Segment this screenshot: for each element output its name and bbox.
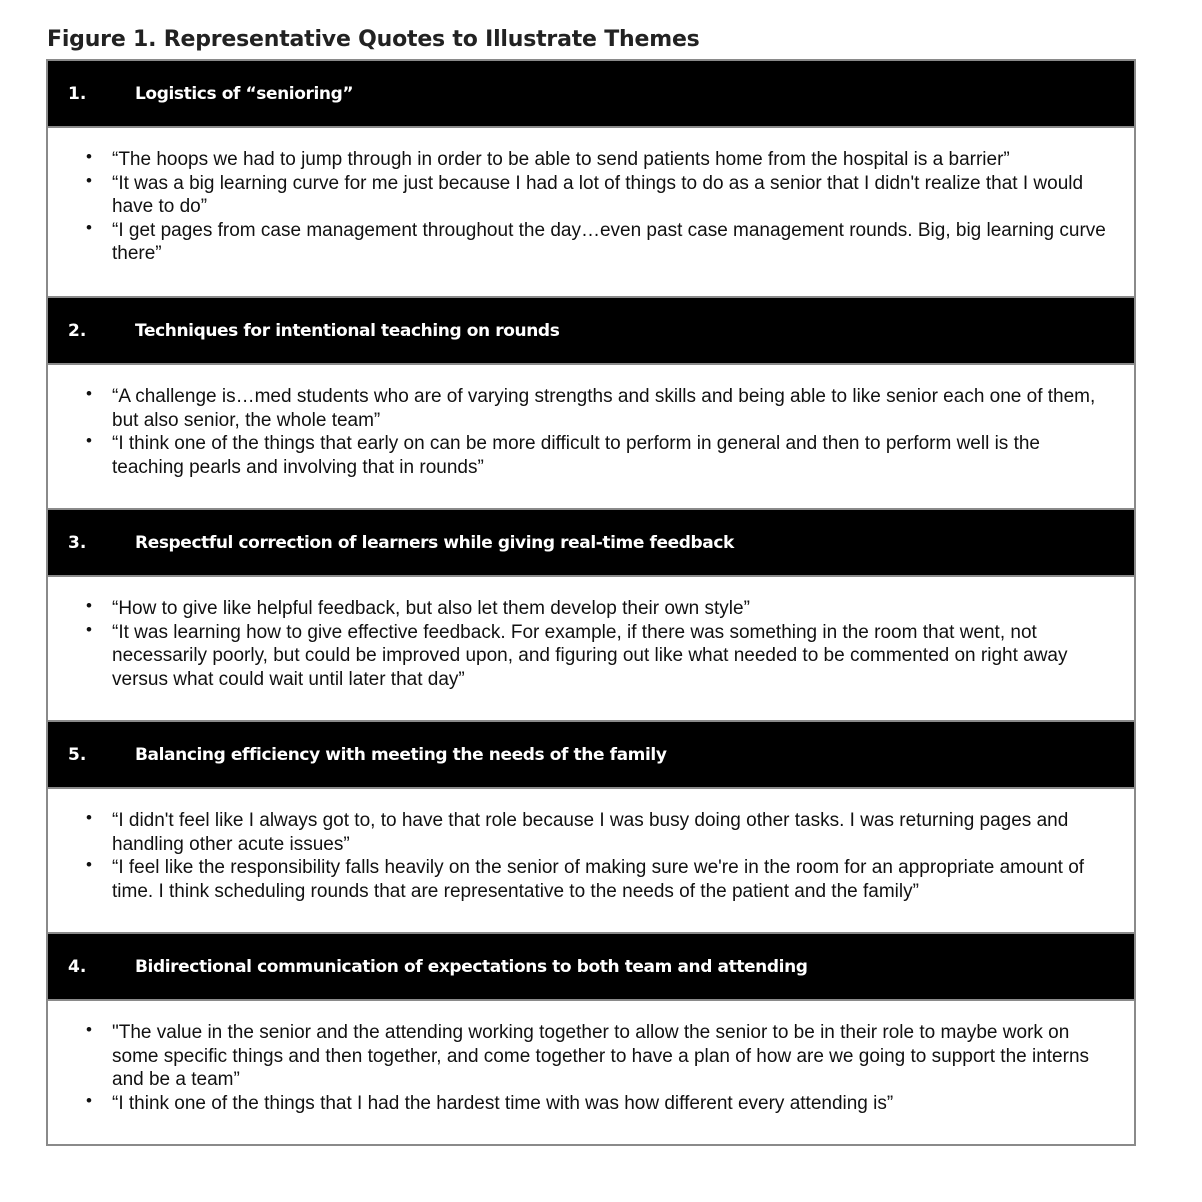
theme-quotes-3 [48, 577, 1134, 722]
quote-item [86, 148, 1114, 172]
bullet-icon: • [86, 1090, 92, 1110]
quote-list [86, 385, 1114, 479]
bullet-icon: • [86, 431, 92, 450]
quote-text: "The value in the senior and the attending working together to allow the senior to be in their role to maybe work on some specific things and then together, and come together to have a plan of how are we going to support the interns and be a team” [112, 1022, 1090, 1090]
quote-text: “A challenge is…med students who are of varying strengths and skills and being able to like senior each one of them, but also senior, the whole team” [112, 386, 1096, 431]
theme-quotes-1 [48, 128, 1134, 298]
quote-item [86, 1092, 1114, 1116]
quote-text: “It was learning how to give effective feedback. For example, if there was something in the room that went, not necessarily poorly, but could be improved upon, and figuring out like what needed to be commented on right away versus what could wait until later that day” [112, 621, 1068, 690]
bullet-icon: • [86, 1020, 92, 1039]
theme-quotes-4 [48, 1001, 1134, 1144]
quote-text: “I feel like the responsibility falls heavily on the senior of making sure we're in the room for an appropriate amount of time. I think scheduling rounds that are representative to the needs of the patient and the family” [112, 857, 1085, 902]
themes-table [46, 59, 1136, 1146]
theme-title: Techniques for intentional teaching on rounds [135, 320, 560, 341]
bullet-icon: • [86, 384, 92, 403]
theme-header-5 [48, 722, 1134, 789]
quote-item [86, 219, 1114, 266]
quote-item [86, 597, 1114, 621]
quote-item [86, 432, 1114, 479]
theme-header-3 [48, 510, 1134, 577]
quote-list [86, 148, 1114, 266]
bullet-icon: • [86, 217, 92, 237]
theme-header-1 [48, 61, 1134, 128]
figure-title: Figure 1. Representative Quotes to Illustrate Themes [47, 27, 700, 52]
theme-quotes-5 [48, 789, 1134, 934]
quote-list [86, 1021, 1114, 1115]
bullet-icon: • [86, 170, 92, 190]
quote-item [86, 385, 1114, 432]
quote-item [86, 809, 1114, 856]
theme-title: Logistics of “senioring” [135, 83, 354, 104]
quote-text: “The hoops we had to jump through in order to be able to send patients home from the hospital is a barrier” [112, 149, 1010, 170]
theme-number: 3. [68, 532, 87, 553]
quote-text: “I didn't feel like I always got to, to have that role because I was busy doing other tasks. I was returning pages and handling other acute issues” [112, 810, 1069, 855]
bullet-icon: • [86, 147, 92, 166]
quote-item [86, 172, 1114, 219]
theme-header-2 [48, 298, 1134, 365]
bullet-icon: • [86, 619, 92, 639]
theme-title: Respectful correction of learners while giving real-time feedback [135, 532, 734, 553]
bullet-icon: • [86, 596, 92, 615]
bullet-icon: • [86, 808, 92, 827]
theme-number: 4. [68, 956, 87, 977]
quote-item [86, 621, 1114, 692]
theme-number: 2. [68, 320, 87, 341]
quote-list [86, 597, 1114, 691]
theme-title: Balancing efficiency with meeting the needs of the family [135, 744, 667, 765]
theme-number: 1. [68, 83, 87, 104]
quote-text: “I think one of the things that early on can be more difficult to perform in general and then to perform well is the teaching pearls and involving that in rounds” [112, 433, 1040, 478]
quote-text: “It was a big learning curve for me just because I had a lot of things to do as a senior that I didn't realize that I would have to do” [112, 172, 1084, 217]
theme-header-4 [48, 934, 1134, 1001]
theme-title: Bidirectional communication of expectations to both team and attending [135, 956, 808, 977]
quote-text: “I think one of the things that I had the hardest time with was how different every attending is” [112, 1092, 894, 1114]
theme-number: 5. [68, 744, 87, 765]
bullet-icon: • [86, 855, 92, 874]
quote-text: “How to give like helpful feedback, but also let them develop their own style” [112, 598, 750, 619]
quote-list [86, 809, 1114, 903]
quote-item [86, 1021, 1114, 1092]
quote-text: “I get pages from case management throughout the day…even past case management rounds. Big, big learning curve there” [112, 219, 1106, 264]
theme-quotes-2 [48, 365, 1134, 510]
quote-item [86, 856, 1114, 903]
